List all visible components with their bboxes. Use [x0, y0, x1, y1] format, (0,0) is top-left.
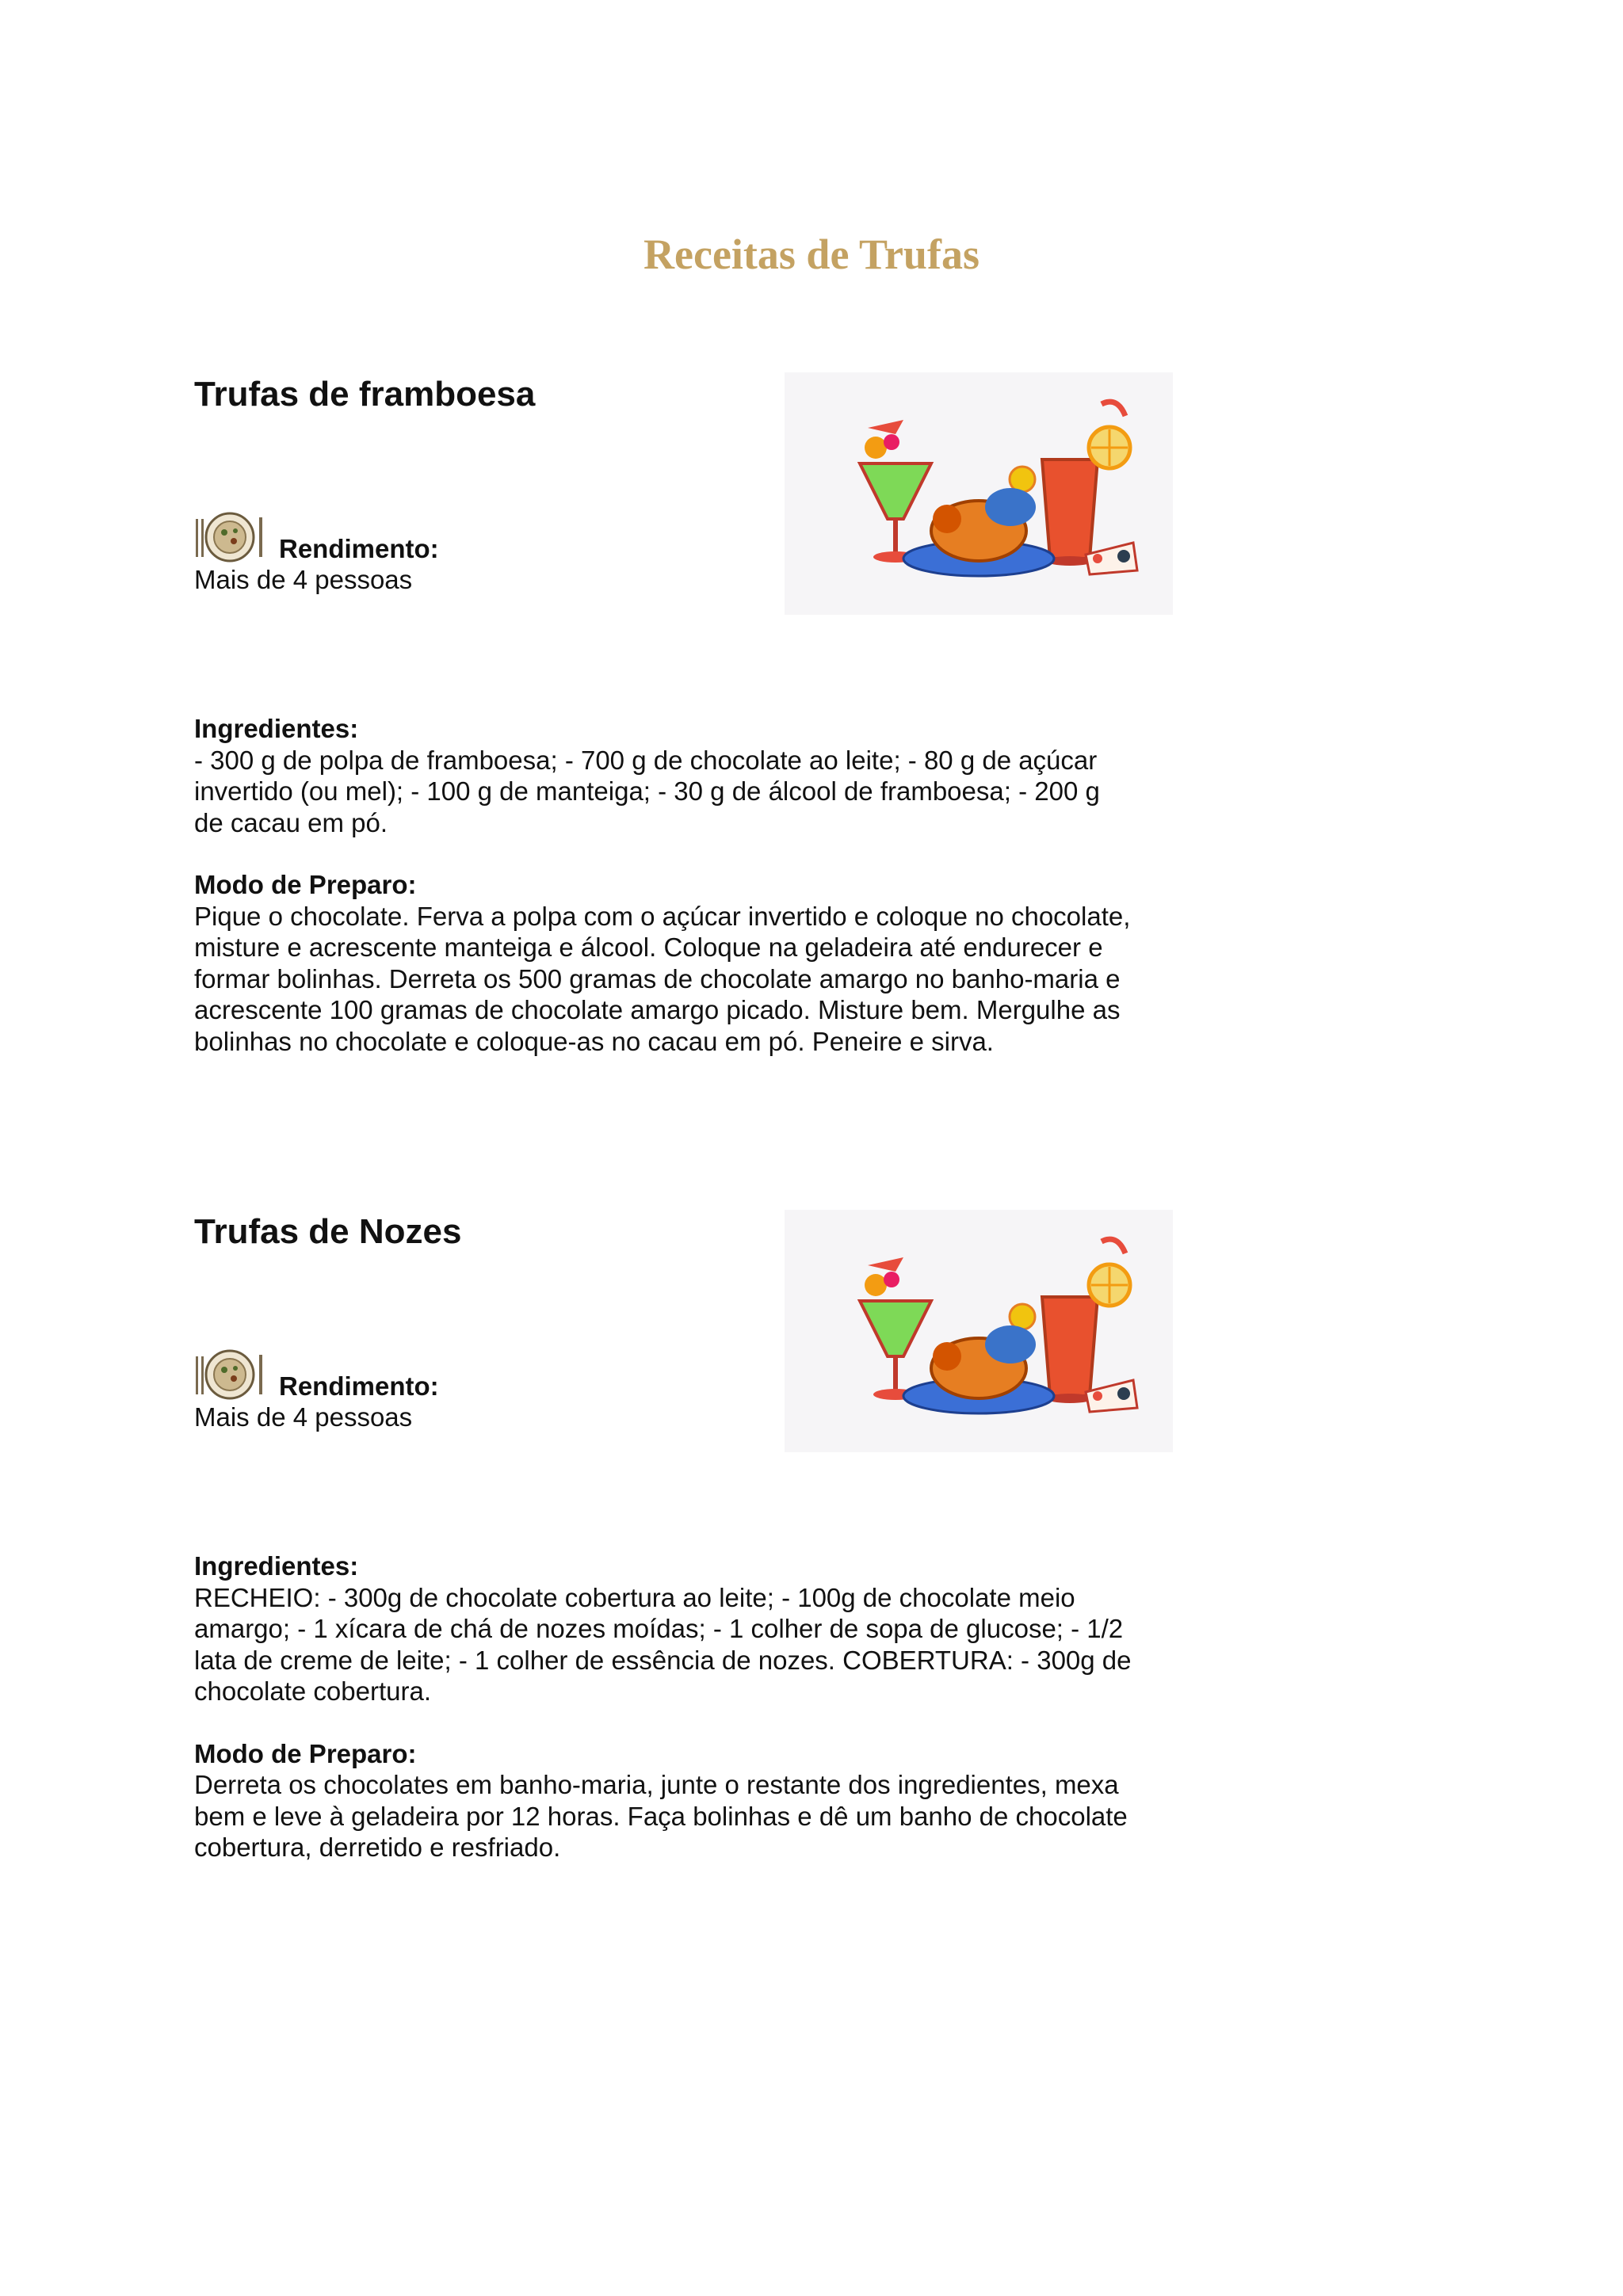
preparation-line: misture e acrescente manteiga e álcool. Coloque na geladeira até endurecer e [194, 933, 1103, 962]
recipe-body [194, 713, 1177, 1057]
ingredients-line: amargo; - 1 xícara de chá de nozes moídas; - 1 colher de sopa de glucose; - 1/2 [194, 1614, 1124, 1643]
yield-label: Rendimento: [279, 1371, 439, 1401]
preparation-line: bolinhas no chocolate e coloque-as no cacau em pó. Peneire e sirva. [194, 1026, 994, 1056]
preparation-line: Pique o chocolate. Ferva a polpa com o açúcar invertido e coloque no chocolate, [194, 901, 1131, 931]
preparation-label: Modo de Preparo: [194, 870, 417, 899]
party-food-illustration [785, 1210, 1173, 1452]
plate-with-cutlery-icon [194, 511, 265, 563]
ingredients-line: RECHEIO: - 300g de chocolate cobertura ao leite; - 100g de chocolate meio [194, 1582, 1075, 1612]
preparation-label: Modo de Preparo: [194, 1738, 417, 1768]
yield-value: Mais de 4 pessoas [194, 565, 413, 594]
ingredients-line: invertido (ou mel); - 100 g de manteiga; - 30 g de álcool de framboesa; - 200 g [194, 776, 1100, 806]
yield-label: Rendimento: [279, 534, 439, 563]
recipe-title: Trufas de Nozes [194, 1212, 462, 1251]
party-food-illustration [785, 372, 1173, 615]
ingredients-label: Ingredientes: [194, 1551, 359, 1581]
recipe-walnut-truffles [194, 1210, 1177, 1862]
plate-with-cutlery-icon [194, 1348, 265, 1401]
yield-value: Mais de 4 pessoas [194, 1402, 413, 1432]
preparation-line: acrescente 100 gramas de chocolate amargo picado. Misture bem. Mergulhe as [194, 995, 1121, 1024]
recipe-title: Trufas de framboesa [194, 375, 536, 414]
recipe-raspberry-truffles [194, 372, 1177, 1056]
recipe-body [194, 1550, 1177, 1863]
preparation-line: cobertura, derretido e resfriado. [194, 1833, 561, 1862]
ingredients-line: de cacau em pó. [194, 807, 388, 837]
ingredients-line: - 300 g de polpa de framboesa; - 700 g de chocolate ao leite; - 80 g de açúcar [194, 745, 1098, 775]
preparation-line: bem e leve à geladeira por 12 horas. Faça bolinhas e dê um banho de chocolate [194, 1801, 1128, 1831]
ingredients-line: lata de creme de leite; - 1 colher de essência de nozes. COBERTURA: - 300g de [194, 1645, 1132, 1675]
ingredients-line: chocolate cobertura. [194, 1676, 432, 1706]
preparation-line: formar bolinhas. Derreta os 500 gramas de chocolate amargo no banho-maria e [194, 963, 1121, 994]
ingredients-label: Ingredientes: [194, 714, 359, 743]
preparation-line: Derreta os chocolates em banho-maria, junte o restante dos ingredientes, mexa [194, 1770, 1119, 1799]
page-title: Receitas de Trufas [643, 231, 980, 278]
